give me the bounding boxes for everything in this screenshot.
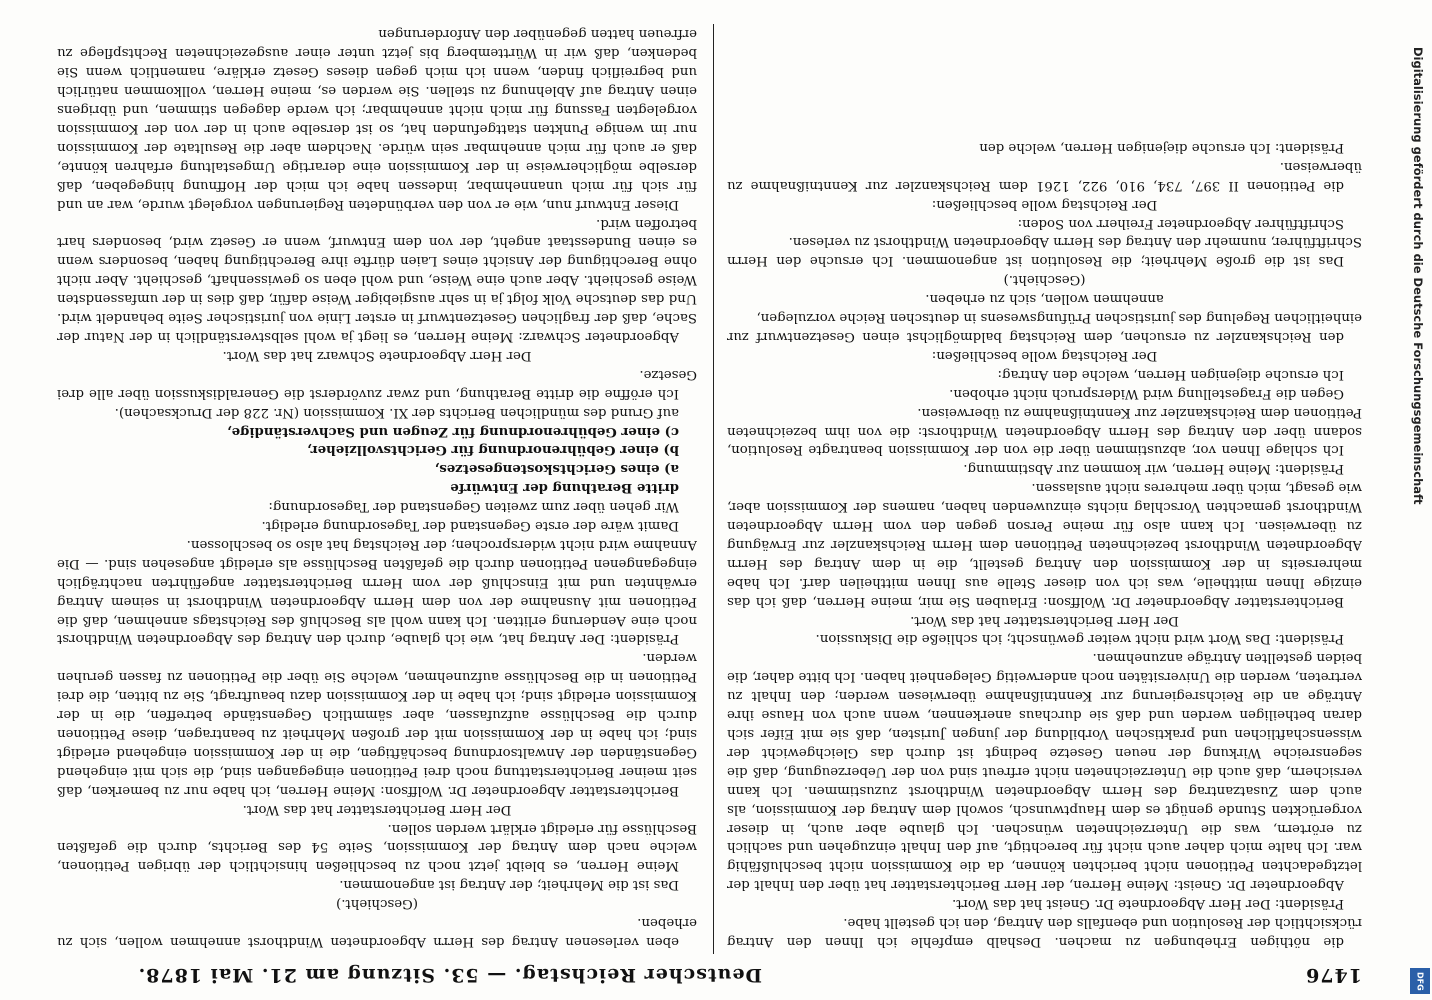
paragraph: annehmen wollen, sich zu erheben.: [925, 291, 1164, 307]
paragraph: c) einer Gebührenordnung für Zeugen und Sachverständige,: [227, 423, 679, 439]
digitization-note: Digitalisierung gefördert durch die Deutsche Forschungsgemeinschaft: [1411, 47, 1425, 505]
page-title: Deutscher Reichstag. — 53. Sitzung am 21. Mai 1878.: [137, 964, 762, 986]
paragraph: eben verlesenen Antrag des Herrn Abgeordneten Windthorst annehmen wollen, sich zu erheben.: [57, 915, 697, 949]
paragraph: Präsident: Meine Herren, wir kommen zur Abstimmung.: [963, 461, 1344, 477]
paragraph: (Geschieht.): [1003, 272, 1086, 288]
paragraph: Der Herr Berichterstatter hat das Wort.: [910, 612, 1179, 628]
paragraph: den Reichskanzler zu ersuchen, dem Reichstag baldmöglichst einen Gesetzentwurf zur einheitlichen Regelung des juristischen Prüfungswesens in deutschen Reiche vorzulegen,: [727, 310, 1362, 344]
paragraph: a) eines Gerichtskostengesetzes,: [434, 461, 679, 477]
page-number: 1476: [1305, 964, 1362, 986]
paragraph: die Petitionen II 397, 734, 910, 922, 1261 dem Reichskanzler zur Kenntnißnahme zu überweisen.: [727, 158, 1362, 193]
paragraph: (Geschieht.): [336, 896, 418, 912]
paragraph: Präsident: Der Antrag hat, wie ich glaube, durch den Antrag des Abgeordneten Windthorst noch eine Aenderung erlitten. Ich kann wohl als Beschluß des Reichstags annehmen, daß die Petitionen mit Ausnahme der von dem Herrn Abgeordneten Windthorst in seinem Antrag erwähnten und mit Einschluß der vom Herrn Berichterstatter angeführten nachträglich eingegangenen Petitionen durch die gefaßten Beschlüsse als erledigt angesehen sind. — Die Annahme wird nicht widersprochen; der Reichstag hat also so beschlossen.: [57, 536, 697, 647]
dfg-logo: DFG: [1410, 968, 1430, 994]
paragraph: Abgeordneter Schwarz: Meine Herren, es liegt ja wohl selbstverständlich in der Natur der Sache, daß der fraglichen Gesetzentwurf in erster Linie von juristischer Seite behandelt wird. Und das deutsche Volk folgt ja in sehr ausgiebiger Weise dafür, daß dies in der umfassendsten Weise geschieht. Aber auch eine Weise, und wohl eben so gewissenhaft, geschieht. Aber nicht ohne Berechtigung der Ansicht eines Laien dürfte ihre Berechtigung haben, besonders wenn es einen Bundesstaat angeht, der von dem Entwurf, wenn er Gesetz wird, besonders hart betroffen wird.: [57, 215, 697, 344]
paragraph: die nöthigen Erhebungen zu machen. Deshalb empfehle ich Ihnen den Antrag rücksichtlich der Resolution und ebenfalls den Antrag, den ich gestellt habe.: [727, 915, 1362, 949]
digitization-sidebar: [1408, 40, 1430, 980]
paragraph: Meine Herren, es bleibt jetzt noch zu beschließen hinsichtlich der übrigen Petitionen, welche nach dem Antrag der Kommission, Seite 54 des Berichts, durch die gefaßten Beschlüsse für erledigt erklärt werden sollen.: [57, 820, 697, 874]
paragraph: Berichterstatter Abgeordneter Dr. Wolffson: Meine Herren, ich habe nur zu bemerken, daß seit meiner Berichterstattung noch drei Petitionen eingegangen sind, die sich mit eingehend Gegenständen der Anwaltsordnung beschäftigen, die in der Kommission eingehend erledigt sind; ich habe in der Kommission mit der großen Mehrheit zu beantragen, diese Petitionen durch die Beschlüsse aufzufassen, aber sämmtlich Gegenstände betreffen, die in der Kommission erledigt sind; ich habe in der Kommission dazu beauftragt, Sie zu bitten, die drei Petitionen in die Beschlüsse aufzunehmen, welche Sie über die Petitionen zu fassen geruhen werden.: [57, 650, 697, 798]
paragraph: Ich eröffne die dritte Berathung, und zwar zuvörderst die Generaldiskussion über alle drei Gesetze.: [57, 366, 697, 401]
left-text-column: [727, 20, 1362, 950]
paragraph: Der Reichstag wolle beschließen:: [931, 196, 1158, 212]
paragraph: Dieser Entwurf nun, wie er von den verbündeten Regierungen vorgelegt wurde, war an und für sich für mich unannehmbar, indessen habe ich mich der Hoffnung hingegeben, daß derselbe möglicherweise in der Kommission eine derartige Umgestaltung erfahren könnte, daß er auch für mich annehmbar sein würde. Nachdem aber die Resultate der Kommission nur im wenige Punkten stattgefunden hat, so ist derselbe auch in der von der Kommission vorgelegten Fassung für mich nicht annehmbar; ich werde dagegen stimmen, und übrigens einen Antrag auf Ablehnung zu stellen. Sie werden es, meine Herren, vollkommen natürlich und begreiflich finden, wenn ich mich gegen dieses Gesetz erkläre, namentlich wenn Sie bedenken, daß wir in Württemberg bis jetzt unter einer ausgezeichneten Rechtspflege zu erfreuen hatten gegenüber den Anforderungen: [57, 26, 697, 212]
paragraph: Berichterstatter Abgeordneter Dr. Wolffson: Erlauben Sie mir, meine Herren, daß ich das einzige Ihnen mittheile, was ich von dieser Stelle aus Ihnen mittheilen darf. Ich habe mehrerseits in der Kommission den Antrag gestellt, die in dem Antrag des Herrn Abgeordneten Windthorst bezeichneten Petitionen dem Herrn Reichskanzler zur Erwägung zu überweisen. Ich kann also für meine Person gegen den vom Herrn Abgeordneten Windthorst gemachten Vorschlag nichts einzuwenden haben, namens der Kommission aber, wie gesagt, mich über mehreres nicht auslassen.: [727, 480, 1362, 609]
paragraph: b) einer Gebührenordnung für Gerichtsvollzieher,: [306, 442, 679, 458]
paragraph: Präsident: Ich ersuche diejenigen Herren, welche den: [979, 139, 1344, 155]
paragraph: Abgeordneter Dr. Gneist: Meine Herren, der Herr Berichterstatter hat über den Inhalt der letztgedachten Petitionen nicht berichten können, da die Kommission nicht beschlußfähig war. Ich halte mich daher auch nicht für berechtigt, auf den Inhalt einzugehen und sachlich zu erörtern, was die Unterzeichneten wünschen. Ich glaube aber auch, in dieser vorgerückten Stunde genügt es dem Hauptwunsch, sowohl dem Antrag der Kommission, als auch dem Zusatzantrag des Herrn Abgeordneten Windthorst zuzustimmen. Ich kann versichern, daß auch die Unterzeichneten nicht erfreut sind von der Ueberzeugung, daß die segensreiche Wirkung der neuen Gesetze bedingt ist durch das Gleichgewicht der wissenschaftlichen und praktischen Vorbildung der jungen Juristen, daß sie mit Eifer sich daran betheiligen werden und daß sie durchaus anerkennen, wenn auch von Hause ihre Anträge an die Reichsregierung zur Kenntnißnahme überwiesen werden; den Inhalt zu vertreten, werden die Universitäten noch anderweitig Gelegenheit haben. Ich bitte daher, die beiden gestellten Anträge anzunehmen.: [727, 650, 1362, 893]
column-divider: [713, 24, 714, 954]
paragraph: Schriftführer Abgeordneter Freiherr von Soden:: [1017, 215, 1344, 231]
paragraph: Damit wäre der erste Gegenstand der Tagesordnung erledigt.: [261, 518, 679, 534]
paragraph: Gegen die Fragestellung wird Widerspruch nicht erhoben.: [949, 385, 1344, 401]
paragraph: Das ist die Mehrheit; der Antrag ist angenommen.: [339, 877, 679, 893]
paragraph: Wir gehen über zum zweiten Gegenstand der Tagesordnung:: [268, 499, 679, 515]
paragraph: Der Herr Abgeordnete Schwarz hat das Wort.: [222, 347, 532, 363]
paragraph: Präsident: Der Herr Abgeordnete Dr. Gneist hat das Wort.: [951, 896, 1344, 912]
paragraph: Der Herr Berichterstatter hat das Wort.: [242, 801, 512, 817]
paragraph: dritte Berathung der Entwürfe: [450, 480, 679, 496]
paragraph: Ich ersuche diejenigen Herren, welche den Antrag:: [997, 366, 1344, 382]
page-header: [22, 960, 1362, 986]
paragraph: auf Grund des mündlichen Berichts der XI. Kommission (Nr. 228 der Drucksachen).: [114, 404, 679, 420]
paragraph: Das ist die große Mehrheit; die Resolution ist angenommen. Ich ersuche den Herrn Schriftführer, nunmehr den Antrag des Herrn Abgeordneten Windthorst zu verlesen.: [727, 234, 1362, 269]
paragraph: Der Reichstag wolle beschließen:: [931, 347, 1158, 363]
paragraph: Ich schlage Ihnen vor, abzustimmen über die von der Kommission beantragte Resolution, sodann über den Antrag des Herrn Abgeordneten Windthorst: die von ihm bezeichneten Petitionen dem Reichskanzler zur Kenntnißnahme zu überweisen.: [727, 404, 1362, 458]
right-text-column: [57, 20, 697, 950]
paragraph: Präsident: Das Wort wird nicht weiter gewünscht; ich schließe die Diskussion.: [815, 631, 1344, 647]
